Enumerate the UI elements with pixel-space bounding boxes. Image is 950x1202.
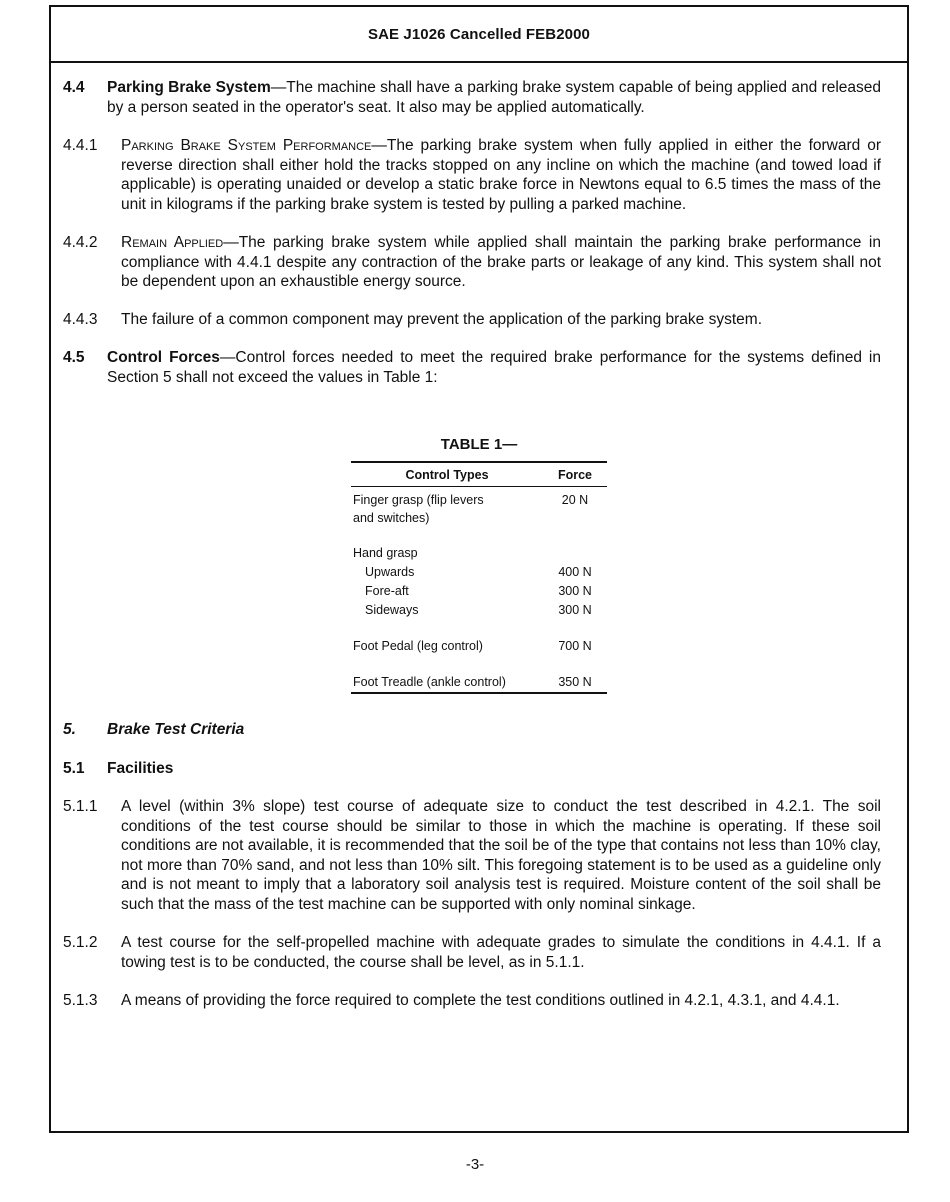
- section-4-4-3: [51, 310, 881, 330]
- force-cell: 350 N: [543, 673, 607, 693]
- section-text: —The parking brake system while applied shall maintain the parking brake performance in compliance with 4.4.1 despite any contraction of the brake parts or leakage of any kind. This system shall not be dependent upon an exhaustible energy source.: [121, 234, 881, 290]
- section-text: A test course for the self-propelled machine with adequate grades to simulate the conditions in 4.4.1. If a towing test is to be conducted, the course shall be level, as in 5.1.1.: [121, 934, 881, 971]
- section-text: —The parking brake system when fully applied in either the forward or reverse direction shall either hold the tracks stopped on any incline on which the machine (and towed load if applicable) is operating unaided or develop a static brake force in Newtons equal to 6.5 times the mass of the unit in kilograms if the parking brake system is tested by pulling a parked machine.: [121, 137, 881, 213]
- section-title: Parking Brake System Performance: [121, 137, 372, 154]
- force-cell: 700 N: [558, 638, 592, 653]
- section-number: 4.5: [63, 349, 85, 366]
- section-number: 4.4: [63, 79, 85, 96]
- section-text: A level (within 3% slope) test course of adequate size to conduct the test described in 4.2.1. The soil conditions of the test course should be similar to those in which the machine is operating. If these soil conditions are not available, it is recommended that the soil be of the type that contains not less than 10% clay, not more than 70% sand, and not less than 10% silt. This foregoing statement is to be used as a guideline only and is not meant to imply that a laboratory soil analysis test is required. Moisture content of the soil shall be such that the mass of the test machine can be supported with only nominal sinkage.: [121, 798, 881, 913]
- section-5: [51, 720, 881, 740]
- page-header: [51, 7, 907, 63]
- section-5-1: [51, 759, 881, 779]
- section-title: Remain Applied: [121, 234, 224, 251]
- section-number: 5.1: [63, 760, 85, 777]
- page-frame: [49, 5, 909, 1133]
- force-cell: 300 N: [558, 602, 592, 617]
- table-row: [351, 544, 607, 563]
- table-header-row: [351, 462, 607, 487]
- table-row: [351, 601, 607, 620]
- table-row: [351, 491, 607, 527]
- control-type-cell: Finger grasp (flip levers and switches): [353, 492, 484, 525]
- column-header-force: Force: [543, 462, 607, 487]
- section-number: 5.1.2: [63, 934, 98, 951]
- section-number: 5.: [63, 721, 76, 738]
- control-type-cell: Fore-aft: [365, 583, 409, 598]
- control-type-cell: Upwards: [365, 564, 415, 579]
- section-4-4-1: [51, 136, 881, 214]
- section-number: 4.4.3: [63, 311, 98, 328]
- section-5-1-1: [51, 797, 881, 914]
- table-row: [351, 673, 607, 693]
- section-title: Facilities: [107, 760, 174, 777]
- force-cell: 20 N: [561, 492, 589, 507]
- section-5-1-2: [51, 933, 881, 972]
- section-4-5: [51, 348, 881, 387]
- control-type-cell: Sideways: [365, 602, 419, 617]
- column-header-control-types: Control Types: [351, 462, 543, 487]
- section-title: Control Forces: [107, 349, 220, 366]
- section-number: 5.1.3: [63, 992, 98, 1009]
- force-cell: 400 N: [558, 564, 592, 579]
- section-text: —Control forces needed to meet the required brake performance for the systems defined in Section 5 shall not exceed the values in Table 1:: [107, 349, 881, 386]
- section-title: Brake Test Criteria: [107, 721, 245, 738]
- control-type-cell: Hand grasp: [353, 545, 418, 560]
- table-title: TABLE 1—: [440, 436, 518, 453]
- control-type-cell: Foot Pedal (leg control): [353, 638, 483, 653]
- table-row: [351, 637, 607, 656]
- section-title: Parking Brake System: [107, 79, 271, 96]
- section-5-1-3: [51, 991, 881, 1011]
- table-row: [351, 582, 607, 601]
- force-cell: 300 N: [558, 583, 592, 598]
- section-text: A means of providing the force required to complete the test conditions outlined in 4.2.1, 4.3.1, and 4.4.1.: [121, 992, 840, 1009]
- section-4-4: [51, 78, 881, 117]
- section-number: 4.4.2: [63, 234, 98, 251]
- section-4-4-2: [51, 233, 881, 292]
- force-cell: [543, 544, 607, 563]
- page-number: -3-: [465, 1156, 485, 1173]
- control-type-cell: Foot Treadle (ankle control): [351, 673, 543, 693]
- section-number: 5.1.1: [63, 798, 98, 815]
- section-text: The failure of a common component may prevent the application of the parking brake system.: [121, 311, 763, 328]
- document-title: SAE J1026 Cancelled FEB2000: [368, 25, 590, 43]
- section-number: 4.4.1: [63, 137, 98, 154]
- table: [351, 461, 607, 694]
- table-row: [351, 563, 607, 582]
- control-forces-table: [351, 436, 607, 694]
- section-text: —The machine shall have a parking brake system capable of being applied and released by a person seated in the operator's seat. It also may be applied automatically.: [107, 79, 881, 116]
